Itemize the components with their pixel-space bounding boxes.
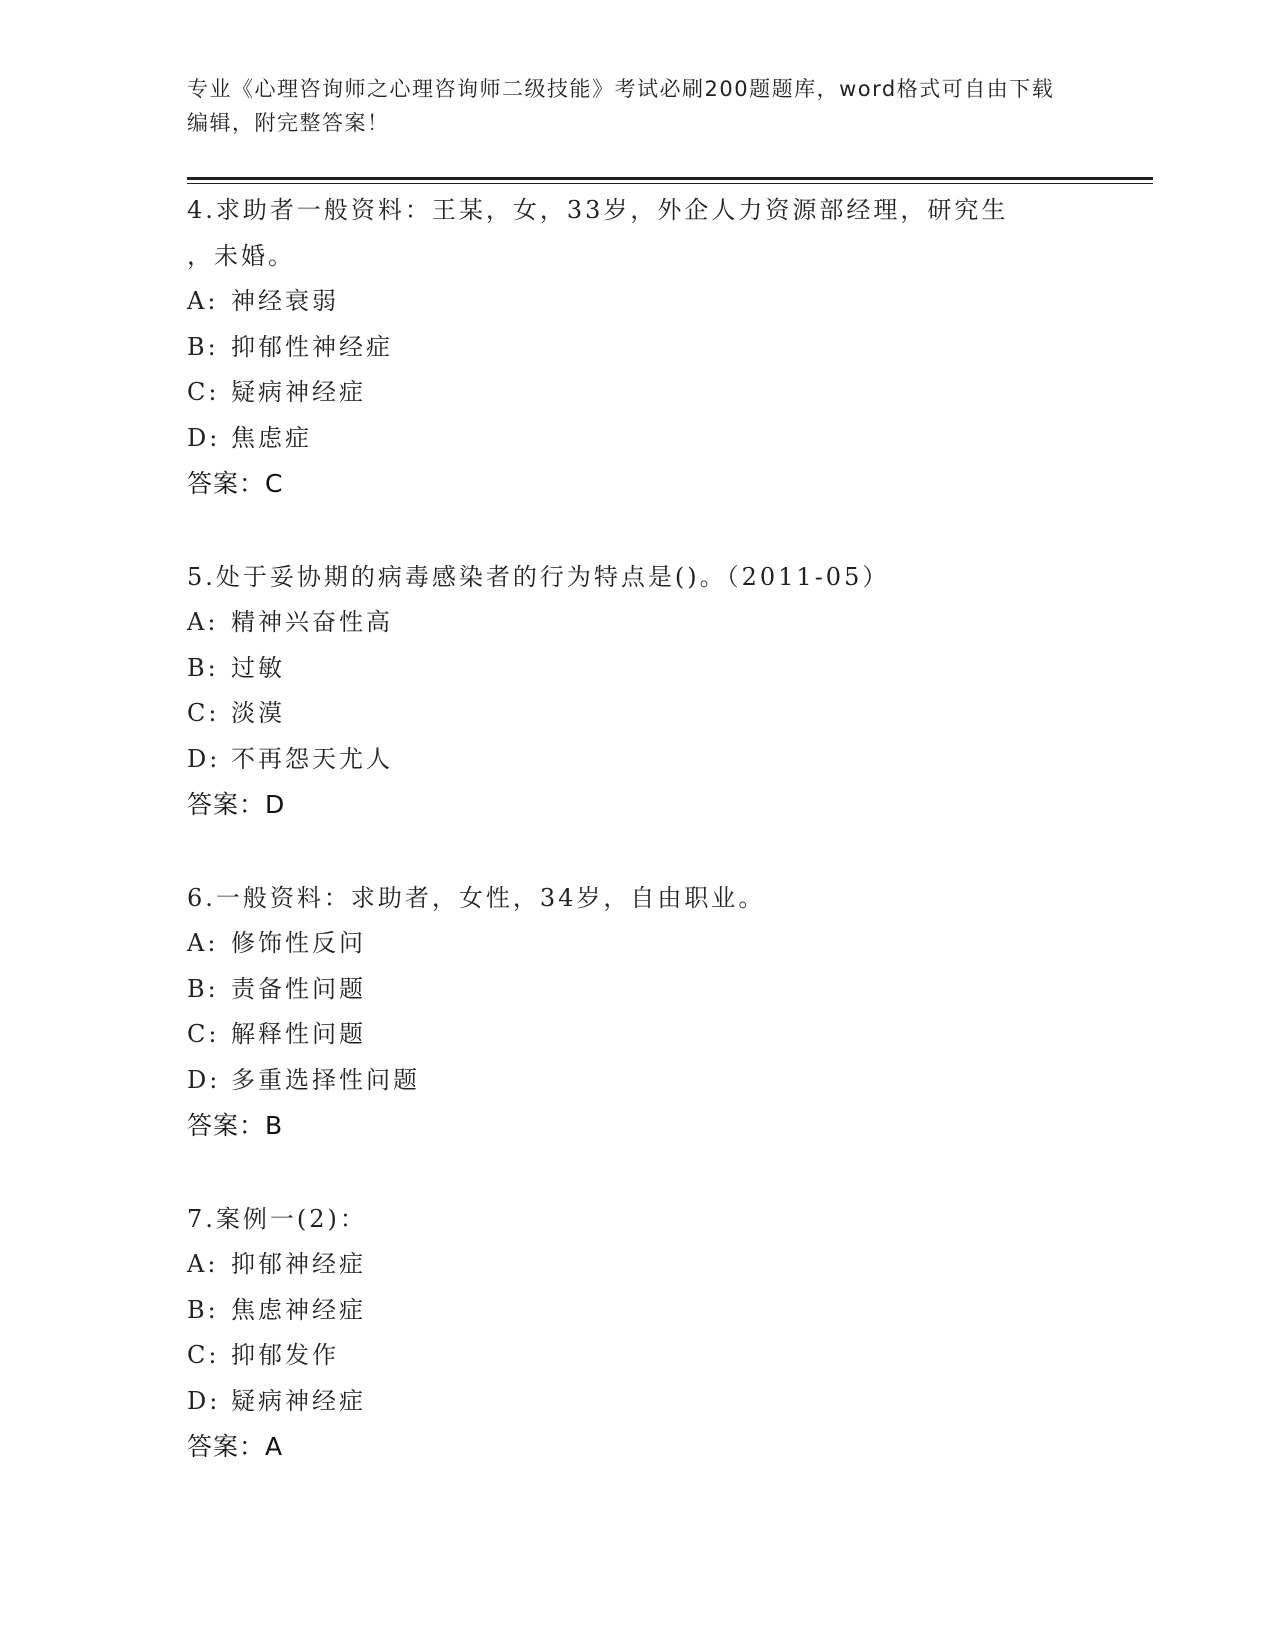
option-a: [187, 1242, 1087, 1288]
option-label: B:: [187, 653, 219, 682]
option-text: 淡漠: [231, 699, 285, 727]
header-divider-thick: [187, 177, 1153, 180]
option-text: 疑病神经症: [231, 1386, 366, 1415]
answer: 答案：B: [187, 1111, 284, 1140]
option-label: A:: [187, 608, 219, 636]
question-4: [187, 188, 1087, 507]
option-text: 责备性问题: [231, 974, 366, 1003]
option-label: B:: [187, 974, 219, 1003]
option-c: [187, 691, 1087, 737]
option-text: 抑郁发作: [231, 1341, 339, 1369]
option-text: 过敏: [231, 653, 285, 682]
option-d: [187, 416, 1087, 462]
option-label: C:: [187, 378, 220, 406]
option-c: [187, 370, 1087, 416]
option-label: C:: [187, 699, 220, 727]
option-text: 多重选择性问题: [231, 1065, 420, 1094]
option-b: [187, 967, 1087, 1013]
answer: 答案：C: [187, 469, 284, 498]
option-label: D:: [187, 1386, 221, 1415]
option-c: [187, 1333, 1087, 1379]
option-text: 修饰性反问: [231, 929, 366, 957]
option-b: [187, 325, 1087, 371]
option-text: 抑郁神经症: [231, 1250, 366, 1278]
option-label: B:: [187, 332, 219, 361]
option-label: D:: [187, 744, 221, 773]
option-label: B:: [187, 1295, 219, 1324]
question-stem: 6.一般资料：求助者，女性，34岁，自由职业。: [187, 883, 766, 912]
question-stem: 5.处于妥协期的病毒感染者的行为特点是()。（2011-05）: [187, 562, 890, 591]
option-d: [187, 737, 1087, 783]
option-label: A:: [187, 929, 219, 957]
option-label: D:: [187, 1065, 221, 1094]
option-d: [187, 1058, 1087, 1104]
question-stem: ，未婚。: [187, 241, 295, 270]
option-text: 焦虑症: [231, 423, 312, 452]
answer: 答案：D: [187, 790, 286, 819]
question-7: [187, 1197, 1087, 1470]
option-text: 神经衰弱: [231, 287, 339, 315]
question-list: [187, 188, 1087, 1518]
option-a: [187, 600, 1087, 646]
option-text: 焦虑神经症: [231, 1295, 366, 1324]
option-label: A:: [187, 287, 219, 315]
option-label: D:: [187, 423, 221, 452]
question-stem: 4.求助者一般资料：王某，女，33岁，外企人力资源部经理，研究生: [187, 196, 1009, 224]
option-b: [187, 646, 1087, 692]
document-intro: 专业《心理咨询师之心理咨询师二级技能》考试必刷200题题库，word格式可自由下载编辑，附完整答案！: [187, 77, 1055, 135]
option-text: 疑病神经症: [231, 378, 366, 406]
option-d: [187, 1379, 1087, 1425]
option-a: [187, 279, 1087, 325]
question-6: [187, 876, 1087, 1149]
option-text: 抑郁性神经症: [231, 332, 393, 361]
option-label: A:: [187, 1250, 219, 1278]
question-stem: 7.案例一(2)：: [187, 1204, 367, 1233]
option-text: 不再怨天尤人: [231, 744, 393, 773]
option-text: 解释性问题: [231, 1020, 366, 1048]
header-divider-thin: [187, 183, 1153, 184]
answer: 答案：A: [187, 1432, 284, 1461]
option-c: [187, 1012, 1087, 1058]
option-text: 精神兴奋性高: [231, 608, 393, 636]
option-b: [187, 1288, 1087, 1334]
option-label: C:: [187, 1341, 220, 1369]
question-5: [187, 555, 1087, 828]
option-label: C:: [187, 1020, 220, 1048]
option-a: [187, 921, 1087, 967]
